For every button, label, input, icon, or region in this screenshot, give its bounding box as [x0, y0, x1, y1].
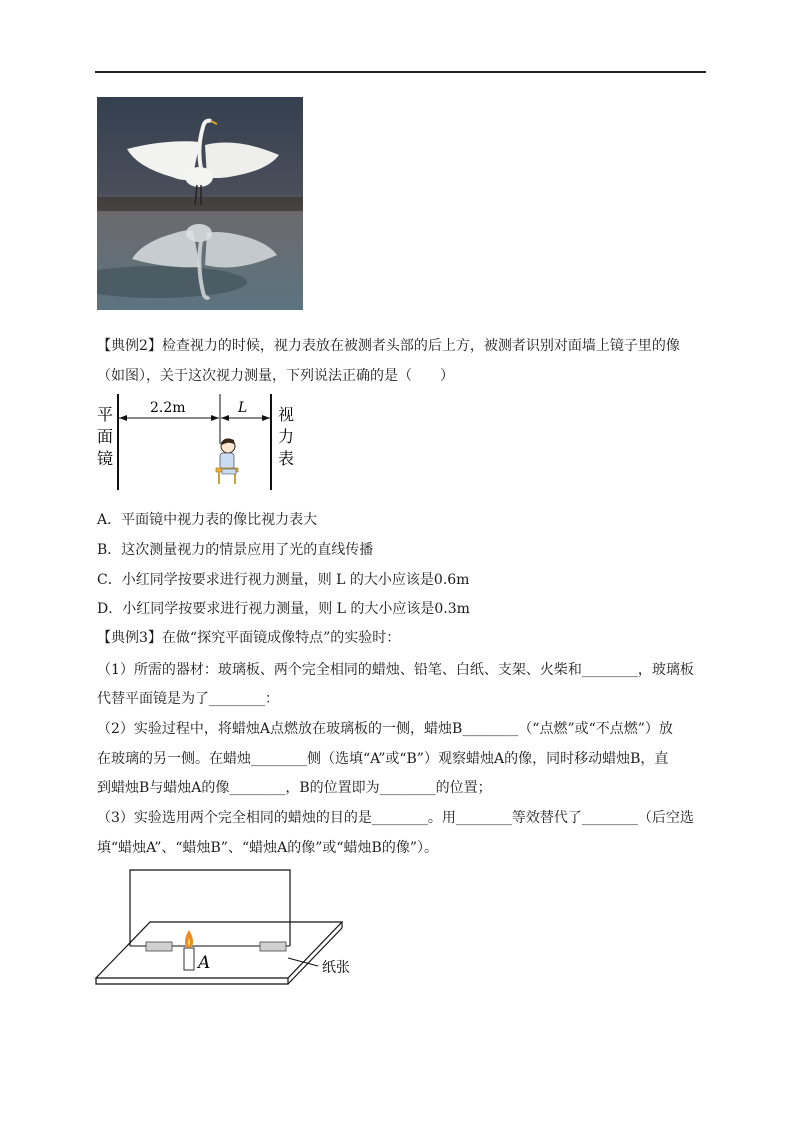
- example3-line6: 到蜡烛B与蜡烛A的像________，B的位置即为________的位置；: [97, 780, 492, 796]
- example3-line7: （3）实验选用两个完全相同的蜡烛的目的是________。用________等效替代了________（后空选: [97, 810, 694, 826]
- mirror-experiment-diagram: [92, 862, 367, 992]
- option-b: B．这次测量视力的情景应用了光的直线传播: [97, 542, 374, 558]
- option-c: C．小红同学按要求进行视力测量，则 L 的大小应该是0.6m: [97, 572, 470, 588]
- L-label: L: [238, 400, 248, 416]
- option-a: A．平面镜中视力表的像比视力表大: [97, 512, 318, 528]
- example2-question-line2: （如图），关于这次视力测量，下列说法正确的是（ ）: [97, 368, 454, 384]
- paper-label: 纸张: [322, 960, 350, 976]
- example3-line8: 填“蜡烛A”、“蜡烛B”、“蜡烛A的像”或“蜡烛B的像”）。: [97, 840, 438, 856]
- left-support: [146, 942, 172, 951]
- candle-label: A: [198, 953, 211, 973]
- example2-question-line1: 【典例2】检查视力的时候，视力表放在被测者头部的后上方，被测者识别对面墙上镜子里的像: [97, 338, 680, 354]
- example3-line4: （2）实验过程中，将蜡烛A点燃放在玻璃板的一侧，蜡烛B________（“点燃”或“不点燃”）放: [97, 721, 673, 737]
- example3-line1: 【典例3】在做“探究平面镜成像特点”的实验时：: [97, 630, 401, 646]
- seated-person-icon: [216, 439, 238, 484]
- candle-a: [184, 948, 194, 970]
- mirror-label-2: 面: [97, 427, 114, 446]
- header-rule: [95, 71, 706, 73]
- option-d: D．小红同学按要求进行视力测量，则 L 的大小应该是0.3m: [97, 601, 470, 617]
- distance-label: 2.2m: [150, 400, 186, 416]
- example3-line5: 在玻璃的另一侧。在蜡烛________侧（选填“A”或“B”）观察蜡烛A的像，同时移动蜡烛B，直: [97, 751, 669, 767]
- example3-line3: 代替平面镜是为了________：: [97, 691, 279, 707]
- right-support: [260, 942, 286, 951]
- chart-label-3: 表: [278, 449, 295, 468]
- egret-reflection-photo: [97, 97, 303, 310]
- mirror-label-1: 平: [97, 405, 114, 424]
- chart-label-2: 力: [278, 427, 295, 446]
- eye-test-diagram: [92, 392, 307, 492]
- mirror-label-3: 镜: [97, 449, 114, 468]
- chart-label-1: 视: [278, 405, 295, 424]
- example3-line2: （1）所需的器材：玻璃板、两个完全相同的蜡烛、铅笔、白纸、支架、火柴和________，玻璃板: [97, 662, 694, 678]
